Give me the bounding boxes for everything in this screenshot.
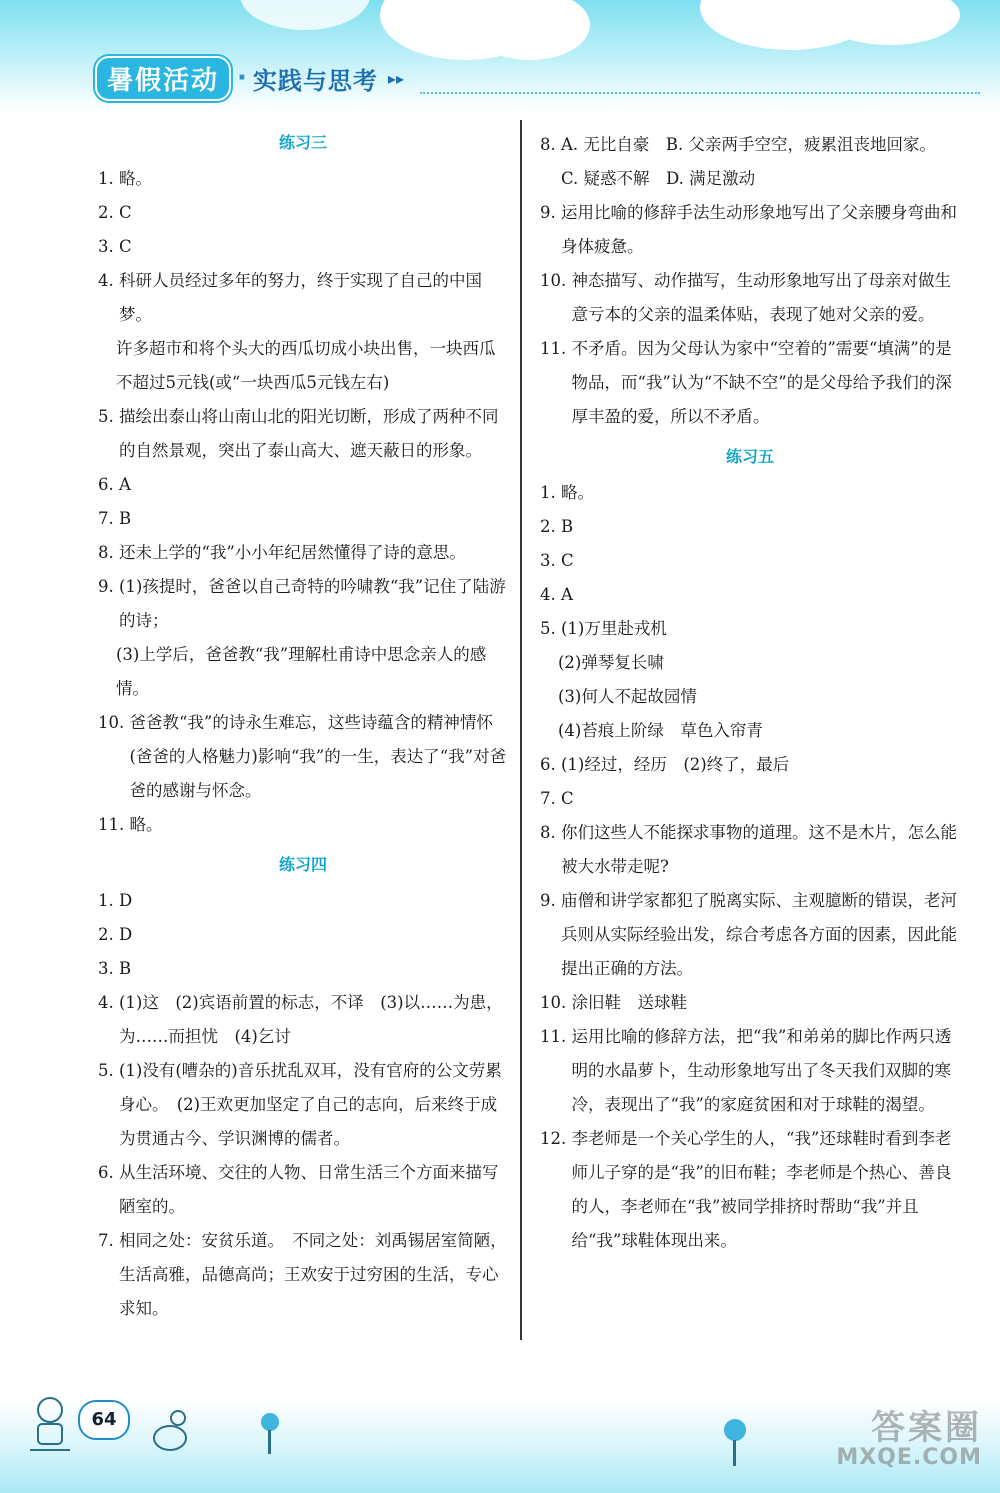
answer-text: (1)经过，经历 (2)终了，最后 xyxy=(561,755,790,774)
answer-text: 涂旧鞋 送球鞋 xyxy=(571,993,687,1012)
answer-text: A xyxy=(561,585,573,604)
answer-text: B xyxy=(119,959,132,978)
watermark-bottom: MXQE.COM xyxy=(836,1445,982,1470)
answer-text: 略。 xyxy=(561,483,594,502)
answer-item xyxy=(540,578,960,612)
watermark xyxy=(782,1400,982,1470)
answer-number: 6. xyxy=(540,755,561,774)
answer-text: (1)万里赴戎机 xyxy=(561,619,667,638)
answer-text: 李老师是一个关心学生的人，“我”还球鞋时看到李老师儿子穿的是“我”的旧布鞋；李老师是个热心、善良的人，李老师在“我”被同学排挤时帮助“我”并且给“我”球鞋体现出来。 xyxy=(571,1129,952,1250)
answer-number: 6. xyxy=(98,475,119,494)
section-title-5: 练习五 xyxy=(725,447,774,466)
answer-text: D xyxy=(119,925,133,944)
answer-text: B xyxy=(119,509,132,528)
answer-number: 4. xyxy=(540,585,561,604)
answer-item xyxy=(98,400,508,468)
answer-number: 7. xyxy=(98,1231,119,1250)
answer-number: 9. xyxy=(540,891,561,910)
answer-text: C xyxy=(561,551,574,570)
answer-text: 运用比喻的修辞手法生动形象地写出了父亲腰身弯曲和身体疲惫。 xyxy=(561,203,957,256)
answer-text: 神态描写、动作描写，生动形象地写出了母亲对做生意亏本的父亲的温柔体贴，表现了她对父亲的爱。 xyxy=(571,271,951,324)
page-number: 64 xyxy=(78,1400,130,1440)
answer-text: 略。 xyxy=(119,169,152,188)
answer-number: 3. xyxy=(98,237,119,256)
answer-number: 1. xyxy=(98,169,119,188)
answer-number: 5. xyxy=(98,407,119,426)
answer-item xyxy=(98,1156,508,1224)
answer-item xyxy=(98,502,508,536)
answer-number: 9. xyxy=(540,203,561,222)
answer-number: 2. xyxy=(540,517,561,536)
answer-text: C xyxy=(561,789,574,808)
answer-item xyxy=(98,536,508,570)
answer-text: 略。 xyxy=(129,815,163,834)
answer-number: 2. xyxy=(98,203,119,222)
answer-item xyxy=(98,952,508,986)
answer-text: 相同之处：安贫乐道。 不同之处：刘禹锡居室简陋，生活高雅，品德高尚；王欢安于过穷困的生活，专心求知。 xyxy=(119,1231,507,1318)
answer-text: C xyxy=(119,203,132,222)
header-dotted-line xyxy=(420,92,980,94)
answer-item xyxy=(540,884,960,986)
character-icon xyxy=(140,1400,200,1460)
answer-item xyxy=(540,782,960,816)
answer-item xyxy=(98,264,508,332)
answer-subline: 许多超市和将个头大的西瓜切成小块出售，一块西瓜不超过5元钱(或“一块西瓜5元钱左右) xyxy=(116,339,496,392)
answer-item xyxy=(98,884,508,918)
answer-number: 8. xyxy=(540,823,561,842)
header-title-dot: · xyxy=(237,63,247,93)
answer-item xyxy=(98,230,508,264)
answer-subline: (3)上学后，爸爸教“我”理解杜甫诗中思念亲人的感情。 xyxy=(116,645,487,698)
answer-number: 9. xyxy=(98,577,119,596)
answer-text: 描绘出泰山将山南山北的阳光切断，形成了两种不同的自然景观，突出了泰山高大、遮天蔽日的形象。 xyxy=(119,407,499,460)
answer-number: 1. xyxy=(98,891,119,910)
arrow-icon: ▸▸ xyxy=(387,68,404,88)
answer-item xyxy=(98,706,508,808)
answer-item xyxy=(540,510,960,544)
answer-text: (1)这 (2)宾语前置的标志，不译 (3)以……为患，为……而担忧 (4)乞讨 xyxy=(119,993,503,1046)
answer-text: (1)孩提时，爸爸以自己奇特的吟啸教“我”记住了陆游的诗； xyxy=(119,577,506,630)
answer-item xyxy=(540,196,960,264)
answer-item xyxy=(540,1122,960,1258)
answer-number: 8. xyxy=(98,543,119,562)
answer-text: D xyxy=(119,891,133,910)
tree-icon xyxy=(255,1410,285,1460)
answer-number: 11. xyxy=(540,339,572,358)
answer-text: (1)没有(嘈杂的)音乐扰乱双耳，没有官府的公文劳累身心。 (2)王欢更加坚定了自己的志向，后来终于成为贯通古今、学识渊博的儒者。 xyxy=(119,1061,502,1148)
tree-icon xyxy=(718,1416,752,1472)
answer-number: 2. xyxy=(98,925,119,944)
character-icon xyxy=(20,1390,80,1460)
answer-text: 不矛盾。因为父母认为家中“空着的”需要“填满”的是物品，而“我”认为“不缺不空”的是父母给予我们的深厚丰盈的爱，所以不矛盾。 xyxy=(571,339,952,426)
section-4-list xyxy=(98,884,508,1326)
answer-item xyxy=(540,264,960,332)
left-column xyxy=(98,128,508,1326)
answer-text: 你们这些人不能探求事物的道理。这不是木片，怎么能被大水带走呢? xyxy=(561,823,957,876)
answer-item xyxy=(540,816,960,884)
header-title-main: 暑假活动 xyxy=(95,56,231,101)
answer-number: 5. xyxy=(540,619,561,638)
answer-subline: (3)何人不起故园情 xyxy=(558,687,697,706)
answer-number: 4. xyxy=(98,993,119,1012)
answer-number: 10. xyxy=(98,713,130,732)
answer-item xyxy=(540,128,960,196)
cloud-decoration xyxy=(240,0,370,30)
answer-item xyxy=(98,918,508,952)
answer-item xyxy=(540,748,960,782)
answer-number: 6. xyxy=(98,1163,119,1182)
answer-text: 庙僧和讲学家都犯了脱离实际、主观臆断的错误，老河兵则从实际经验出发，综合考虑各方面的因素，因此能提出正确的方法。 xyxy=(561,891,957,978)
answer-text: 运用比喻的修辞方法，把“我”和弟弟的脚比作两只透明的水晶萝卜，生动形象地写出了冬天我们双脚的寒冷，表现出了“我”的家庭贫困和对于球鞋的渴望。 xyxy=(571,1027,952,1114)
answer-number: 5. xyxy=(98,1061,119,1080)
section-title-4: 练习四 xyxy=(278,855,327,874)
column-divider xyxy=(520,120,522,1340)
answer-item xyxy=(540,332,960,434)
answer-number: 1. xyxy=(540,483,561,502)
answer-text: 科研人员经过多年的努力，终于实现了自己的中国梦。 xyxy=(119,271,482,324)
answer-item xyxy=(98,1054,508,1156)
answer-number: 11. xyxy=(98,815,130,834)
answer-text: A. 无比自豪 B. 父亲两手空空，疲累沮丧地回家。 C. 疑惑不解 D. 满足激动 xyxy=(561,135,945,188)
answer-item xyxy=(98,808,508,842)
answer-text: C xyxy=(119,237,132,256)
answer-text: A xyxy=(119,475,131,494)
header-title xyxy=(95,58,404,98)
answer-number: 4. xyxy=(98,271,119,290)
section-5-list xyxy=(540,476,960,1258)
answer-text: 爸爸教“我”的诗永生难忘，这些诗蕴含的精神情怀(爸爸的人格魅力)影响“我”的一生，表达了“我”对爸爸的感谢与怀念。 xyxy=(129,713,507,800)
section-4-continued-list xyxy=(540,128,960,434)
answer-number: 10. xyxy=(540,993,572,1012)
right-column xyxy=(540,128,960,1258)
section-title-3: 练习三 xyxy=(278,133,327,152)
answer-item xyxy=(98,468,508,502)
answer-item xyxy=(98,986,508,1054)
answer-item xyxy=(540,986,960,1020)
answer-number: 12. xyxy=(540,1129,572,1148)
watermark-top: 答案圈 xyxy=(871,1408,982,1448)
answer-text: B xyxy=(561,517,574,536)
answer-text: 还未上学的“我”小小年纪居然懂得了诗的意思。 xyxy=(119,543,466,562)
answer-number: 10. xyxy=(540,271,572,290)
answer-item xyxy=(98,570,508,638)
answer-number: 3. xyxy=(540,551,561,570)
answer-number: 8. xyxy=(540,135,561,154)
answer-item xyxy=(98,196,508,230)
header-title-sub: 实践与思考 xyxy=(252,66,378,95)
answer-number: 11. xyxy=(540,1027,572,1046)
answer-item xyxy=(98,162,508,196)
answer-subline: (2)弹琴复长啸 xyxy=(558,653,664,672)
answer-number: 3. xyxy=(98,959,119,978)
answer-number: 7. xyxy=(540,789,561,808)
answer-item xyxy=(540,476,960,510)
answer-number: 7. xyxy=(98,509,119,528)
answer-item xyxy=(98,1224,508,1326)
answer-item xyxy=(540,1020,960,1122)
answer-subline: (4)苔痕上阶绿 草色入帘青 xyxy=(558,721,763,740)
answer-text: 从生活环境、交往的人物、日常生活三个方面来描写陋室的。 xyxy=(119,1163,499,1216)
answer-item xyxy=(540,612,960,646)
answer-item xyxy=(540,544,960,578)
section-3-list xyxy=(98,162,508,842)
